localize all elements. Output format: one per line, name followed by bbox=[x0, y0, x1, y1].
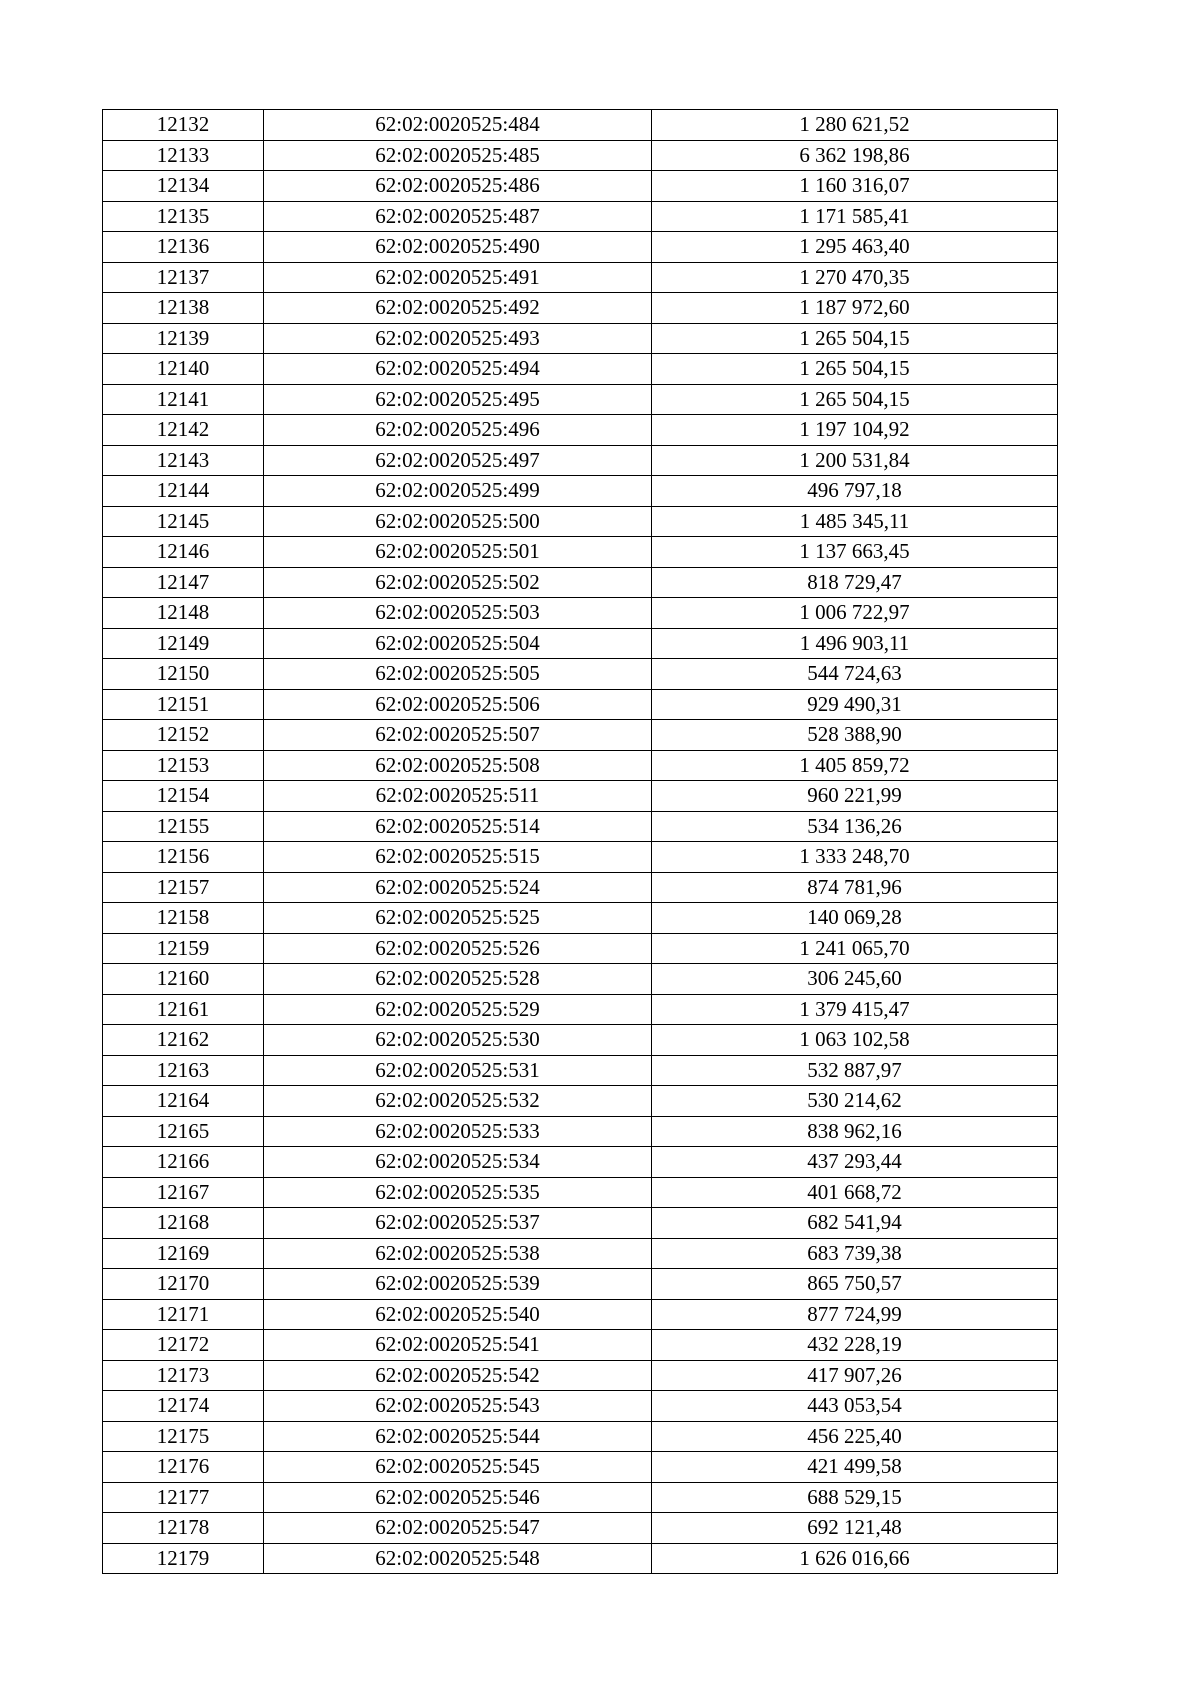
value-cell: 1 496 903,11 bbox=[652, 628, 1058, 659]
value-cell: 1 137 663,45 bbox=[652, 537, 1058, 568]
cadastral-number-cell: 62:02:0020525:494 bbox=[264, 354, 652, 385]
row-number-cell: 12158 bbox=[103, 903, 264, 934]
value-cell: 877 724,99 bbox=[652, 1299, 1058, 1330]
table-row bbox=[103, 354, 1058, 385]
value-cell: 1 006 722,97 bbox=[652, 598, 1058, 629]
cadastral-number-cell: 62:02:0020525:504 bbox=[264, 628, 652, 659]
value-cell: 688 529,15 bbox=[652, 1482, 1058, 1513]
value-cell: 1 241 065,70 bbox=[652, 933, 1058, 964]
table-row bbox=[103, 1421, 1058, 1452]
row-number-cell: 12143 bbox=[103, 445, 264, 476]
row-number-cell: 12154 bbox=[103, 781, 264, 812]
table-row bbox=[103, 232, 1058, 263]
cadastral-number-cell: 62:02:0020525:497 bbox=[264, 445, 652, 476]
table-body bbox=[103, 110, 1058, 1574]
data-table bbox=[102, 109, 1058, 1574]
value-cell: 437 293,44 bbox=[652, 1147, 1058, 1178]
row-number-cell: 12132 bbox=[103, 110, 264, 141]
row-number-cell: 12155 bbox=[103, 811, 264, 842]
row-number-cell: 12167 bbox=[103, 1177, 264, 1208]
table-row bbox=[103, 1330, 1058, 1361]
value-cell: 1 270 470,35 bbox=[652, 262, 1058, 293]
row-number-cell: 12133 bbox=[103, 140, 264, 171]
table-row bbox=[103, 1513, 1058, 1544]
cadastral-number-cell: 62:02:0020525:487 bbox=[264, 201, 652, 232]
cadastral-number-cell: 62:02:0020525:532 bbox=[264, 1086, 652, 1117]
cadastral-number-cell: 62:02:0020525:540 bbox=[264, 1299, 652, 1330]
value-cell: 1 063 102,58 bbox=[652, 1025, 1058, 1056]
table-row bbox=[103, 628, 1058, 659]
row-number-cell: 12136 bbox=[103, 232, 264, 263]
cadastral-number-cell: 62:02:0020525:546 bbox=[264, 1482, 652, 1513]
value-cell: 1 405 859,72 bbox=[652, 750, 1058, 781]
table-row bbox=[103, 964, 1058, 995]
value-cell: 417 907,26 bbox=[652, 1360, 1058, 1391]
cadastral-number-cell: 62:02:0020525:545 bbox=[264, 1452, 652, 1483]
value-cell: 528 388,90 bbox=[652, 720, 1058, 751]
cadastral-number-cell: 62:02:0020525:505 bbox=[264, 659, 652, 690]
row-number-cell: 12148 bbox=[103, 598, 264, 629]
row-number-cell: 12163 bbox=[103, 1055, 264, 1086]
table-row bbox=[103, 1482, 1058, 1513]
table-row bbox=[103, 1177, 1058, 1208]
value-cell: 682 541,94 bbox=[652, 1208, 1058, 1239]
cadastral-number-cell: 62:02:0020525:548 bbox=[264, 1543, 652, 1574]
table-row bbox=[103, 1543, 1058, 1574]
table-row bbox=[103, 1055, 1058, 1086]
cadastral-number-cell: 62:02:0020525:495 bbox=[264, 384, 652, 415]
table-row bbox=[103, 476, 1058, 507]
row-number-cell: 12159 bbox=[103, 933, 264, 964]
cadastral-number-cell: 62:02:0020525:492 bbox=[264, 293, 652, 324]
row-number-cell: 12151 bbox=[103, 689, 264, 720]
row-number-cell: 12173 bbox=[103, 1360, 264, 1391]
row-number-cell: 12145 bbox=[103, 506, 264, 537]
table-row bbox=[103, 110, 1058, 141]
table-row bbox=[103, 720, 1058, 751]
cadastral-number-cell: 62:02:0020525:515 bbox=[264, 842, 652, 873]
value-cell: 929 490,31 bbox=[652, 689, 1058, 720]
cadastral-number-cell: 62:02:0020525:538 bbox=[264, 1238, 652, 1269]
cadastral-number-cell: 62:02:0020525:506 bbox=[264, 689, 652, 720]
row-number-cell: 12134 bbox=[103, 171, 264, 202]
table-row bbox=[103, 1299, 1058, 1330]
table-row bbox=[103, 842, 1058, 873]
cadastral-number-cell: 62:02:0020525:514 bbox=[264, 811, 652, 842]
cadastral-number-cell: 62:02:0020525:491 bbox=[264, 262, 652, 293]
row-number-cell: 12161 bbox=[103, 994, 264, 1025]
cadastral-number-cell: 62:02:0020525:544 bbox=[264, 1421, 652, 1452]
row-number-cell: 12144 bbox=[103, 476, 264, 507]
table-row bbox=[103, 1025, 1058, 1056]
row-number-cell: 12153 bbox=[103, 750, 264, 781]
table-row bbox=[103, 659, 1058, 690]
cadastral-number-cell: 62:02:0020525:500 bbox=[264, 506, 652, 537]
value-cell: 496 797,18 bbox=[652, 476, 1058, 507]
table-row bbox=[103, 1360, 1058, 1391]
table-row bbox=[103, 689, 1058, 720]
cadastral-number-cell: 62:02:0020525:526 bbox=[264, 933, 652, 964]
cadastral-number-cell: 62:02:0020525:534 bbox=[264, 1147, 652, 1178]
value-cell: 960 221,99 bbox=[652, 781, 1058, 812]
value-cell: 1 295 463,40 bbox=[652, 232, 1058, 263]
row-number-cell: 12178 bbox=[103, 1513, 264, 1544]
value-cell: 401 668,72 bbox=[652, 1177, 1058, 1208]
table-row bbox=[103, 872, 1058, 903]
cadastral-number-cell: 62:02:0020525:493 bbox=[264, 323, 652, 354]
cadastral-number-cell: 62:02:0020525:511 bbox=[264, 781, 652, 812]
row-number-cell: 12172 bbox=[103, 1330, 264, 1361]
value-cell: 1 160 316,07 bbox=[652, 171, 1058, 202]
cadastral-number-cell: 62:02:0020525:537 bbox=[264, 1208, 652, 1239]
cadastral-number-cell: 62:02:0020525:484 bbox=[264, 110, 652, 141]
cadastral-number-cell: 62:02:0020525:529 bbox=[264, 994, 652, 1025]
table-row bbox=[103, 1452, 1058, 1483]
table-row bbox=[103, 537, 1058, 568]
table-row bbox=[103, 171, 1058, 202]
row-number-cell: 12137 bbox=[103, 262, 264, 293]
row-number-cell: 12142 bbox=[103, 415, 264, 446]
row-number-cell: 12149 bbox=[103, 628, 264, 659]
cadastral-number-cell: 62:02:0020525:485 bbox=[264, 140, 652, 171]
row-number-cell: 12138 bbox=[103, 293, 264, 324]
cadastral-number-cell: 62:02:0020525:502 bbox=[264, 567, 652, 598]
value-cell: 432 228,19 bbox=[652, 1330, 1058, 1361]
value-cell: 1 265 504,15 bbox=[652, 384, 1058, 415]
value-cell: 532 887,97 bbox=[652, 1055, 1058, 1086]
value-cell: 1 265 504,15 bbox=[652, 323, 1058, 354]
value-cell: 1 187 972,60 bbox=[652, 293, 1058, 324]
row-number-cell: 12152 bbox=[103, 720, 264, 751]
row-number-cell: 12150 bbox=[103, 659, 264, 690]
value-cell: 443 053,54 bbox=[652, 1391, 1058, 1422]
row-number-cell: 12176 bbox=[103, 1452, 264, 1483]
value-cell: 683 739,38 bbox=[652, 1238, 1058, 1269]
table-row bbox=[103, 506, 1058, 537]
table-row bbox=[103, 201, 1058, 232]
value-cell: 6 362 198,86 bbox=[652, 140, 1058, 171]
row-number-cell: 12135 bbox=[103, 201, 264, 232]
table-row bbox=[103, 994, 1058, 1025]
table-row bbox=[103, 1238, 1058, 1269]
cadastral-number-cell: 62:02:0020525:524 bbox=[264, 872, 652, 903]
value-cell: 1 626 016,66 bbox=[652, 1543, 1058, 1574]
cadastral-number-cell: 62:02:0020525:507 bbox=[264, 720, 652, 751]
cadastral-number-cell: 62:02:0020525:539 bbox=[264, 1269, 652, 1300]
value-cell: 1 265 504,15 bbox=[652, 354, 1058, 385]
row-number-cell: 12141 bbox=[103, 384, 264, 415]
cadastral-number-cell: 62:02:0020525:530 bbox=[264, 1025, 652, 1056]
row-number-cell: 12174 bbox=[103, 1391, 264, 1422]
value-cell: 1 485 345,11 bbox=[652, 506, 1058, 537]
row-number-cell: 12170 bbox=[103, 1269, 264, 1300]
row-number-cell: 12160 bbox=[103, 964, 264, 995]
value-cell: 140 069,28 bbox=[652, 903, 1058, 934]
table-row bbox=[103, 1208, 1058, 1239]
table-row bbox=[103, 598, 1058, 629]
row-number-cell: 12146 bbox=[103, 537, 264, 568]
row-number-cell: 12165 bbox=[103, 1116, 264, 1147]
value-cell: 306 245,60 bbox=[652, 964, 1058, 995]
cadastral-number-cell: 62:02:0020525:533 bbox=[264, 1116, 652, 1147]
cadastral-number-cell: 62:02:0020525:528 bbox=[264, 964, 652, 995]
value-cell: 534 136,26 bbox=[652, 811, 1058, 842]
value-cell: 865 750,57 bbox=[652, 1269, 1058, 1300]
cadastral-number-cell: 62:02:0020525:508 bbox=[264, 750, 652, 781]
table-row bbox=[103, 1147, 1058, 1178]
cadastral-number-cell: 62:02:0020525:543 bbox=[264, 1391, 652, 1422]
value-cell: 1 171 585,41 bbox=[652, 201, 1058, 232]
row-number-cell: 12177 bbox=[103, 1482, 264, 1513]
row-number-cell: 12157 bbox=[103, 872, 264, 903]
row-number-cell: 12179 bbox=[103, 1543, 264, 1574]
table-row bbox=[103, 903, 1058, 934]
row-number-cell: 12169 bbox=[103, 1238, 264, 1269]
row-number-cell: 12162 bbox=[103, 1025, 264, 1056]
value-cell: 421 499,58 bbox=[652, 1452, 1058, 1483]
cadastral-number-cell: 62:02:0020525:486 bbox=[264, 171, 652, 202]
value-cell: 530 214,62 bbox=[652, 1086, 1058, 1117]
value-cell: 692 121,48 bbox=[652, 1513, 1058, 1544]
cadastral-number-cell: 62:02:0020525:503 bbox=[264, 598, 652, 629]
value-cell: 544 724,63 bbox=[652, 659, 1058, 690]
value-cell: 1 280 621,52 bbox=[652, 110, 1058, 141]
table-row bbox=[103, 445, 1058, 476]
table-row bbox=[103, 1391, 1058, 1422]
cadastral-number-cell: 62:02:0020525:525 bbox=[264, 903, 652, 934]
row-number-cell: 12166 bbox=[103, 1147, 264, 1178]
table-row bbox=[103, 384, 1058, 415]
cadastral-number-cell: 62:02:0020525:490 bbox=[264, 232, 652, 263]
row-number-cell: 12147 bbox=[103, 567, 264, 598]
table-row bbox=[103, 933, 1058, 964]
value-cell: 1 197 104,92 bbox=[652, 415, 1058, 446]
table-row bbox=[103, 1116, 1058, 1147]
table-row bbox=[103, 1086, 1058, 1117]
table-row bbox=[103, 262, 1058, 293]
table-row bbox=[103, 781, 1058, 812]
cadastral-number-cell: 62:02:0020525:496 bbox=[264, 415, 652, 446]
row-number-cell: 12164 bbox=[103, 1086, 264, 1117]
cadastral-number-cell: 62:02:0020525:531 bbox=[264, 1055, 652, 1086]
cadastral-number-cell: 62:02:0020525:535 bbox=[264, 1177, 652, 1208]
table-row bbox=[103, 140, 1058, 171]
table-row bbox=[103, 323, 1058, 354]
cadastral-number-cell: 62:02:0020525:547 bbox=[264, 1513, 652, 1544]
value-cell: 456 225,40 bbox=[652, 1421, 1058, 1452]
cadastral-number-cell: 62:02:0020525:499 bbox=[264, 476, 652, 507]
value-cell: 874 781,96 bbox=[652, 872, 1058, 903]
cadastral-number-cell: 62:02:0020525:542 bbox=[264, 1360, 652, 1391]
table-row bbox=[103, 293, 1058, 324]
row-number-cell: 12140 bbox=[103, 354, 264, 385]
value-cell: 818 729,47 bbox=[652, 567, 1058, 598]
table-row bbox=[103, 811, 1058, 842]
value-cell: 1 333 248,70 bbox=[652, 842, 1058, 873]
table-row bbox=[103, 415, 1058, 446]
table-row bbox=[103, 750, 1058, 781]
value-cell: 1 200 531,84 bbox=[652, 445, 1058, 476]
value-cell: 1 379 415,47 bbox=[652, 994, 1058, 1025]
value-cell: 838 962,16 bbox=[652, 1116, 1058, 1147]
row-number-cell: 12168 bbox=[103, 1208, 264, 1239]
cadastral-number-cell: 62:02:0020525:541 bbox=[264, 1330, 652, 1361]
row-number-cell: 12171 bbox=[103, 1299, 264, 1330]
row-number-cell: 12156 bbox=[103, 842, 264, 873]
cadastral-number-cell: 62:02:0020525:501 bbox=[264, 537, 652, 568]
table-row bbox=[103, 1269, 1058, 1300]
row-number-cell: 12175 bbox=[103, 1421, 264, 1452]
row-number-cell: 12139 bbox=[103, 323, 264, 354]
table-row bbox=[103, 567, 1058, 598]
